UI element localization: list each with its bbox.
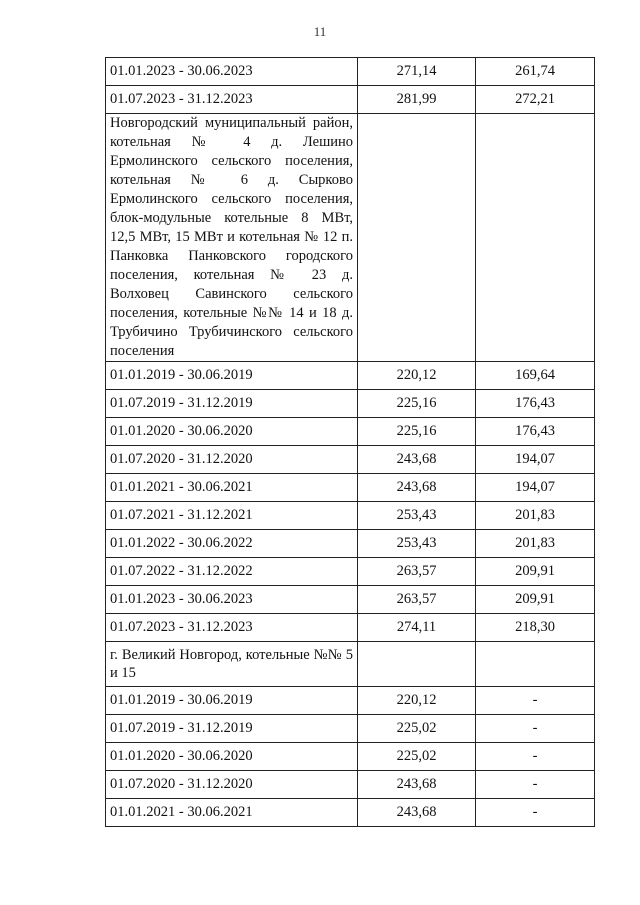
table-row [106, 502, 595, 530]
period-cell: 01.01.2022 - 30.06.2022 [106, 530, 358, 558]
tariff-value-cell: 261,74 [476, 58, 595, 86]
table-row [106, 474, 595, 502]
tariff-value-cell: 194,07 [476, 474, 595, 502]
table-row [106, 558, 595, 586]
tariff-value-cell: - [476, 799, 595, 827]
table-row [106, 799, 595, 827]
tariff-value-cell: 220,12 [358, 362, 476, 390]
period-cell: 01.07.2020 - 31.12.2020 [106, 446, 358, 474]
period-cell: 01.01.2023 - 30.06.2023 [106, 58, 358, 86]
period-cell: 01.01.2020 - 30.06.2020 [106, 743, 358, 771]
period-cell: 01.01.2020 - 30.06.2020 [106, 418, 358, 446]
tariff-value-cell: 209,91 [476, 558, 595, 586]
table-row [106, 390, 595, 418]
table-row [106, 362, 595, 390]
period-cell: 01.07.2021 - 31.12.2021 [106, 502, 358, 530]
tariff-value-cell: 225,02 [358, 743, 476, 771]
period-cell: 01.01.2021 - 30.06.2021 [106, 474, 358, 502]
tariff-value-cell: 169,64 [476, 362, 595, 390]
table-row [106, 530, 595, 558]
table-row [106, 771, 595, 799]
table-row [106, 614, 595, 642]
period-cell: 01.01.2019 - 30.06.2019 [106, 687, 358, 715]
table-row [106, 687, 595, 715]
tariff-value-cell: 225,16 [358, 418, 476, 446]
tariff-value-cell: - [476, 687, 595, 715]
period-cell: 01.07.2023 - 31.12.2023 [106, 614, 358, 642]
tariff-value-cell: 263,57 [358, 558, 476, 586]
period-cell: 01.07.2019 - 31.12.2019 [106, 715, 358, 743]
tariff-value-cell: 209,91 [476, 586, 595, 614]
tariff-value-cell: 176,43 [476, 390, 595, 418]
section-description: г. Великий Новгород, котельные №№ 5 и 15 [106, 642, 358, 687]
period-cell: 01.07.2022 - 31.12.2022 [106, 558, 358, 586]
period-cell: 01.01.2021 - 30.06.2021 [106, 799, 358, 827]
tariff-value-cell: 253,43 [358, 502, 476, 530]
tariff-table-body [106, 58, 595, 827]
tariff-value-cell: 253,43 [358, 530, 476, 558]
tariff-value-cell: 201,83 [476, 502, 595, 530]
empty-cell [358, 114, 476, 362]
tariff-value-cell: 201,83 [476, 530, 595, 558]
table-row [106, 58, 595, 86]
period-cell: 01.01.2019 - 30.06.2019 [106, 362, 358, 390]
tariff-table [105, 57, 595, 827]
tariff-value-cell: 220,12 [358, 687, 476, 715]
table-row [106, 418, 595, 446]
empty-cell [476, 642, 595, 687]
tariff-value-cell: 225,02 [358, 715, 476, 743]
table-row [106, 715, 595, 743]
table-row [106, 446, 595, 474]
period-cell: 01.07.2020 - 31.12.2020 [106, 771, 358, 799]
tariff-value-cell: 218,30 [476, 614, 595, 642]
empty-cell [476, 114, 595, 362]
period-cell: 01.07.2023 - 31.12.2023 [106, 86, 358, 114]
page-number: 11 [313, 24, 327, 39]
table-row [106, 743, 595, 771]
tariff-value-cell: 272,21 [476, 86, 595, 114]
tariff-value-cell: 176,43 [476, 418, 595, 446]
tariff-value-cell: 271,14 [358, 58, 476, 86]
tariff-value-cell: 225,16 [358, 390, 476, 418]
tariff-value-cell: 274,11 [358, 614, 476, 642]
table-row [106, 86, 595, 114]
tariff-value-cell: 263,57 [358, 586, 476, 614]
period-cell: 01.07.2019 - 31.12.2019 [106, 390, 358, 418]
empty-cell [358, 642, 476, 687]
tariff-value-cell: 243,68 [358, 446, 476, 474]
tariff-value-cell: - [476, 715, 595, 743]
tariff-value-cell: 281,99 [358, 86, 476, 114]
tariff-value-cell: - [476, 771, 595, 799]
tariff-value-cell: 243,68 [358, 771, 476, 799]
tariff-value-cell: 243,68 [358, 474, 476, 502]
section-header-row [106, 642, 595, 687]
table-row [106, 586, 595, 614]
tariff-value-cell: 194,07 [476, 446, 595, 474]
period-cell: 01.01.2023 - 30.06.2023 [106, 586, 358, 614]
tariff-value-cell: 243,68 [358, 799, 476, 827]
tariff-value-cell: - [476, 743, 595, 771]
section-header-row [106, 114, 595, 362]
section-description: Новгородский муниципальный район, котельная № 4 д. Лешино Ермолинского сельского поселения, котельная № 6 д. Сырково Ермолинского сельского поселения, блок-модульные котельные 8 МВт, 12,5 МВт, 15 МВт и котельная № 12 п. Панковка Панковского городского поселения, котельная № 23 д. Волховец Савинского сельского поселения, котельные №№ 14 и 18 д. Трубичино Трубичинского сельского поселения [106, 114, 358, 362]
